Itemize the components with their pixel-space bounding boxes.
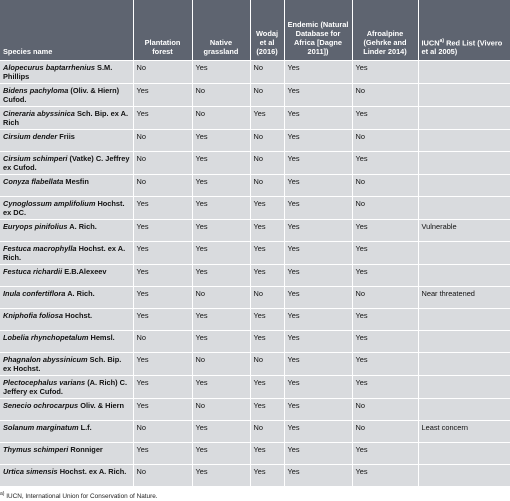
wodaj-cell: Yes — [250, 242, 284, 265]
native-grassland-cell: No — [192, 399, 250, 421]
species-authority: Hochst. ex DC. — [3, 199, 125, 217]
header-species-name: Species name — [0, 0, 133, 61]
endemic-cell: Yes — [284, 353, 352, 376]
endemic-cell: Yes — [284, 331, 352, 353]
species-name-cell — [0, 197, 133, 220]
species-binomial: Solanum marginatum — [3, 423, 79, 432]
species-name-cell — [0, 287, 133, 309]
species-name-cell — [0, 421, 133, 443]
plantation-forest-cell: Yes — [133, 265, 192, 287]
plantation-forest-cell: Yes — [133, 399, 192, 421]
afroalpine-cell: Yes — [352, 353, 418, 376]
endemic-cell: Yes — [284, 265, 352, 287]
species-authority: (A. Rich) C. Jeffery ex Cufod. — [3, 378, 128, 396]
native-grassland-cell: No — [192, 84, 250, 107]
species-name-cell — [0, 399, 133, 421]
endemic-cell: Yes — [284, 421, 352, 443]
species-authority: Oliv. & Hiern — [78, 401, 125, 410]
afroalpine-cell: No — [352, 84, 418, 107]
species-name-cell — [0, 175, 133, 197]
wodaj-cell: No — [250, 287, 284, 309]
species-authority: Sch. Bip. ex Hochst. — [3, 355, 122, 373]
species-authority: Sch. Bip. ex A. Rich — [3, 109, 129, 127]
native-grassland-cell: Yes — [192, 242, 250, 265]
wodaj-cell: No — [250, 152, 284, 175]
endemic-cell: Yes — [284, 130, 352, 152]
table-row — [0, 465, 510, 487]
species-authority: Hochst. ex A. Rich. — [3, 244, 126, 262]
wodaj-cell: Yes — [250, 443, 284, 465]
species-authority: Friis — [57, 132, 75, 141]
iucn-status-cell — [418, 331, 510, 353]
footnote-mark: a) — [0, 491, 5, 497]
afroalpine-cell: Yes — [352, 331, 418, 353]
species-binomial: Cirsium schimperi — [3, 154, 68, 163]
iucn-status-cell — [418, 376, 510, 399]
species-authority: Ronniger — [68, 445, 103, 454]
plantation-forest-cell: Yes — [133, 107, 192, 130]
endemic-cell: Yes — [284, 220, 352, 242]
iucn-status-cell — [418, 399, 510, 421]
iucn-status-cell — [418, 265, 510, 287]
endemic-cell: Yes — [284, 242, 352, 265]
table-row — [0, 130, 510, 152]
header-plantation-forest: Plantation forest — [133, 0, 192, 61]
native-grassland-cell: Yes — [192, 220, 250, 242]
species-binomial: Festuca richardii — [3, 267, 63, 276]
species-binomial: Kniphofia foliosa — [3, 311, 63, 320]
species-binomial: Lobelia rhynchopetalum — [3, 333, 89, 342]
endemic-cell: Yes — [284, 465, 352, 487]
wodaj-cell: Yes — [250, 265, 284, 287]
species-binomial: Alopecurus baptarrhenius — [3, 63, 95, 72]
native-grassland-cell: Yes — [192, 309, 250, 331]
wodaj-cell: No — [250, 130, 284, 152]
header-row — [0, 0, 510, 61]
plantation-forest-cell: No — [133, 331, 192, 353]
plantation-forest-cell: Yes — [133, 309, 192, 331]
table-body — [0, 61, 510, 487]
header-iucn-sup: a) — [439, 37, 445, 44]
species-binomial: Urtica simensis — [3, 467, 58, 476]
plantation-forest-cell: Yes — [133, 353, 192, 376]
species-authority: L.f. — [78, 423, 92, 432]
wodaj-cell: Yes — [250, 399, 284, 421]
afroalpine-cell: Yes — [352, 309, 418, 331]
iucn-status-cell — [418, 130, 510, 152]
plantation-forest-cell: No — [133, 130, 192, 152]
endemic-cell: Yes — [284, 443, 352, 465]
species-binomial: Cineraria abyssinica — [3, 109, 75, 118]
native-grassland-cell: Yes — [192, 465, 250, 487]
native-grassland-cell: No — [192, 107, 250, 130]
table-row — [0, 331, 510, 353]
table-footnote — [0, 487, 510, 501]
plantation-forest-cell: Yes — [133, 376, 192, 399]
species-name-cell — [0, 61, 133, 84]
afroalpine-cell: Yes — [352, 376, 418, 399]
species-name-cell — [0, 242, 133, 265]
table-row — [0, 443, 510, 465]
iucn-status-cell — [418, 61, 510, 84]
iucn-status-cell — [418, 107, 510, 130]
endemic-cell: Yes — [284, 107, 352, 130]
species-binomial: Euryops pinifolius — [3, 222, 68, 231]
table-row — [0, 265, 510, 287]
wodaj-cell: Yes — [250, 107, 284, 130]
native-grassland-cell: Yes — [192, 265, 250, 287]
table-row — [0, 220, 510, 242]
endemic-cell: Yes — [284, 309, 352, 331]
afroalpine-cell: Yes — [352, 152, 418, 175]
endemic-cell: Yes — [284, 197, 352, 220]
header-native-grassland: Native grassland — [192, 0, 250, 61]
endemic-cell: Yes — [284, 399, 352, 421]
wodaj-cell: Yes — [250, 220, 284, 242]
species-binomial: Plectocephalus varians — [3, 378, 86, 387]
table-row — [0, 175, 510, 197]
table-row — [0, 242, 510, 265]
iucn-status-cell — [418, 465, 510, 487]
table-row — [0, 287, 510, 309]
species-name-cell — [0, 84, 133, 107]
plantation-forest-cell: No — [133, 61, 192, 84]
species-name-cell — [0, 331, 133, 353]
table-row — [0, 309, 510, 331]
wodaj-cell: Yes — [250, 331, 284, 353]
afroalpine-cell: Yes — [352, 465, 418, 487]
species-name-cell — [0, 376, 133, 399]
iucn-status-cell — [418, 197, 510, 220]
endemic-cell: Yes — [284, 84, 352, 107]
afroalpine-cell: No — [352, 130, 418, 152]
species-name-cell — [0, 353, 133, 376]
header-iucn-label: IUCN — [421, 38, 440, 47]
plantation-forest-cell: Yes — [133, 443, 192, 465]
iucn-status-cell — [418, 175, 510, 197]
wodaj-cell: No — [250, 353, 284, 376]
species-binomial: Cirsium dender — [3, 132, 58, 141]
plantation-forest-cell: No — [133, 465, 192, 487]
iucn-status-cell: Least concern — [418, 421, 510, 443]
afroalpine-cell: Yes — [352, 220, 418, 242]
native-grassland-cell: Yes — [192, 197, 250, 220]
table-row — [0, 399, 510, 421]
afroalpine-cell: Yes — [352, 265, 418, 287]
native-grassland-cell: Yes — [192, 152, 250, 175]
wodaj-cell: Yes — [250, 197, 284, 220]
species-binomial: Bidens pachyloma — [3, 86, 69, 95]
header-iucn-red-list — [418, 0, 510, 61]
species-binomial: Senecio ochrocarpus — [3, 401, 79, 410]
species-authority: A. Rich. — [65, 289, 95, 298]
plantation-forest-cell: Yes — [133, 220, 192, 242]
endemic-cell: Yes — [284, 376, 352, 399]
plantation-forest-cell: Yes — [133, 84, 192, 107]
species-authority: Mesfin — [63, 177, 89, 186]
native-grassland-cell: Yes — [192, 331, 250, 353]
iucn-status-cell — [418, 84, 510, 107]
species-authority: Hochst. — [62, 311, 93, 320]
species-authority: E.B.Alexeev — [62, 267, 107, 276]
iucn-status-cell — [418, 242, 510, 265]
species-binomial: Inula confertiflora — [3, 289, 66, 298]
table-row — [0, 353, 510, 376]
table-row — [0, 107, 510, 130]
species-authority: (Oliv. & Hiern) Cufod. — [3, 86, 120, 104]
table-row — [0, 61, 510, 84]
species-name-cell — [0, 443, 133, 465]
native-grassland-cell: Yes — [192, 61, 250, 84]
wodaj-cell: No — [250, 421, 284, 443]
native-grassland-cell: Yes — [192, 130, 250, 152]
native-grassland-cell: No — [192, 353, 250, 376]
plantation-forest-cell: No — [133, 421, 192, 443]
afroalpine-cell: Yes — [352, 242, 418, 265]
table-row — [0, 152, 510, 175]
species-name-cell — [0, 465, 133, 487]
wodaj-cell: Yes — [250, 376, 284, 399]
afroalpine-cell: No — [352, 399, 418, 421]
table-row — [0, 84, 510, 107]
plantation-forest-cell: No — [133, 152, 192, 175]
header-iucn-rest: Red List (Vivero et al 2005) — [421, 38, 503, 56]
plantation-forest-cell: Yes — [133, 287, 192, 309]
iucn-status-cell: Vulnerable — [418, 220, 510, 242]
footnote-text: IUCN, International Union for Conservation of Nature. — [4, 493, 158, 501]
iucn-status-cell — [418, 152, 510, 175]
species-binomial: Thymus schimperi — [3, 445, 69, 454]
species-authority: A. Rich. — [67, 222, 97, 231]
afroalpine-cell: Yes — [352, 61, 418, 84]
afroalpine-cell: No — [352, 287, 418, 309]
afroalpine-cell: No — [352, 175, 418, 197]
native-grassland-cell: Yes — [192, 421, 250, 443]
afroalpine-cell: No — [352, 197, 418, 220]
table-header — [0, 0, 510, 61]
plantation-forest-cell: No — [133, 175, 192, 197]
species-binomial: Phagnalon abyssinicum — [3, 355, 88, 364]
wodaj-cell: Yes — [250, 309, 284, 331]
header-endemic: Endemic (Natural Database for Africa [Dagne 2011]) — [284, 0, 352, 61]
species-binomial: Cynoglossum amplifolium — [3, 199, 96, 208]
species-name-cell — [0, 130, 133, 152]
afroalpine-cell: Yes — [352, 443, 418, 465]
endemic-cell: Yes — [284, 287, 352, 309]
afroalpine-cell: No — [352, 421, 418, 443]
species-name-cell — [0, 152, 133, 175]
species-name-cell — [0, 107, 133, 130]
species-authority: S.M. Phillips — [3, 63, 113, 81]
species-binomial: Conyza flabellata — [3, 177, 64, 186]
afroalpine-cell: Yes — [352, 107, 418, 130]
header-afroalpine: Afroalpine (Gehrke and Linder 2014) — [352, 0, 418, 61]
wodaj-cell: No — [250, 84, 284, 107]
wodaj-cell: Yes — [250, 465, 284, 487]
native-grassland-cell: Yes — [192, 443, 250, 465]
iucn-status-cell — [418, 353, 510, 376]
species-authority: Hochst. ex A. Rich. — [57, 467, 127, 476]
native-grassland-cell: Yes — [192, 376, 250, 399]
native-grassland-cell: Yes — [192, 175, 250, 197]
endemic-cell: Yes — [284, 152, 352, 175]
endemic-cell: Yes — [284, 175, 352, 197]
iucn-status-cell: Near threatened — [418, 287, 510, 309]
plantation-forest-cell: Yes — [133, 197, 192, 220]
table-row — [0, 376, 510, 399]
wodaj-cell: No — [250, 61, 284, 84]
table-row — [0, 197, 510, 220]
iucn-status-cell — [418, 443, 510, 465]
iucn-status-cell — [418, 309, 510, 331]
species-binomial: Festuca macrophylla — [3, 244, 77, 253]
species-authority: Hemsl. — [88, 333, 115, 342]
species-name-cell — [0, 265, 133, 287]
species-name-cell — [0, 309, 133, 331]
plantation-forest-cell: Yes — [133, 242, 192, 265]
wodaj-cell: No — [250, 175, 284, 197]
header-wodaj: Wodaj et al (2016) — [250, 0, 284, 61]
endemic-cell: Yes — [284, 61, 352, 84]
table-row — [0, 421, 510, 443]
native-grassland-cell: No — [192, 287, 250, 309]
species-name-cell — [0, 220, 133, 242]
species-authority: (Vatke) C. Jeffrey ex Cufod. — [3, 154, 130, 172]
